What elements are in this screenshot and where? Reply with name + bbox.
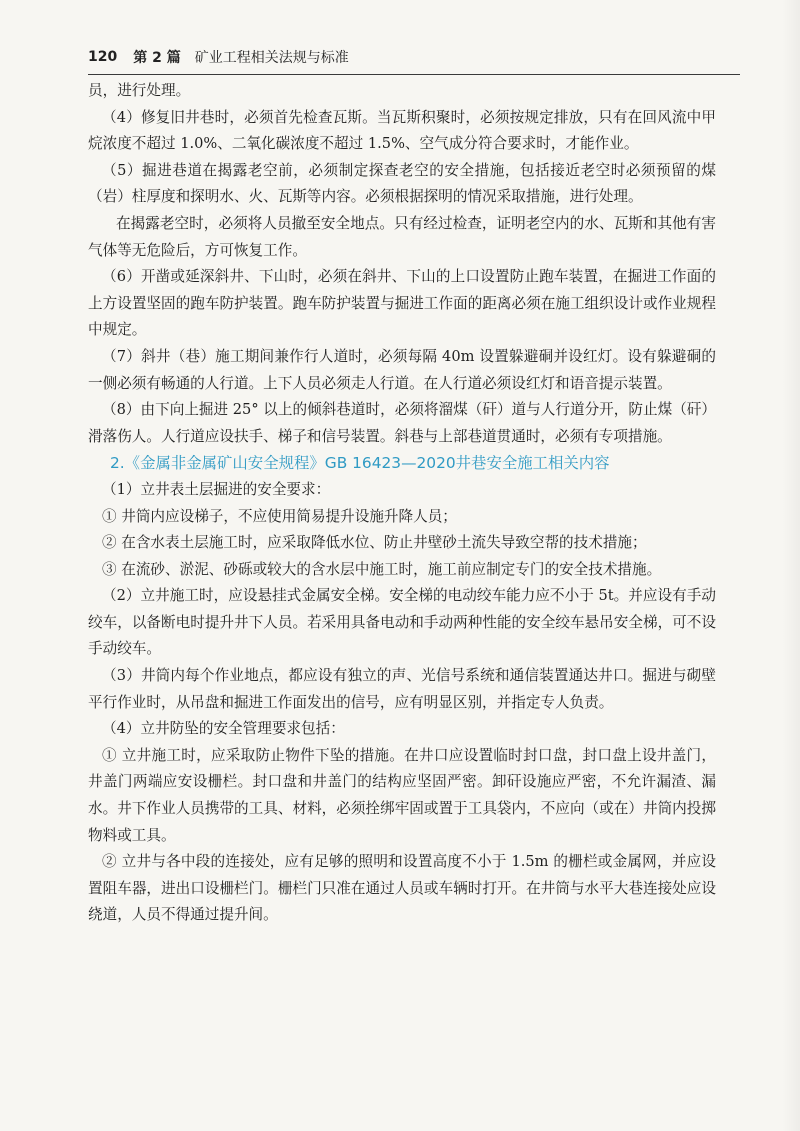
paragraph: （6）开凿或延深斜井、下山时，必须在斜井、下山的上口设置防止跑车装置，在掘进工作面的上方设置坚固的跑车防护装置。跑车防护装置与掘进工作面的距离必须在施工组织设计或作业规程中规定。 bbox=[88, 268, 716, 339]
paragraph: （7）斜井（巷）施工期间兼作行人道时，必须每隔 40m 设置躲避硐并设红灯。设有躲避硐的一侧必须有畅通的人行道。上下人员必须走人行道。在人行道必须设红灯和语音提示装置。 bbox=[88, 347, 716, 392]
page-body bbox=[88, 78, 716, 929]
list-item: ② 在含水表土层施工时，应采取降低水位、防止井壁砂土流失导致空帮的技术措施； bbox=[102, 534, 647, 552]
header-divider bbox=[88, 74, 740, 75]
paragraph: （8）由下向上掘进 25° 以上的倾斜巷道时，必须将溜煤（矸）道与人行道分开，防止煤（矸）滑落伤人。人行道应设扶手、梯子和信号装置。斜巷与上部巷道贯通时，必须有专项措施。 bbox=[88, 401, 716, 445]
paragraph: （5）掘进巷道在揭露老空前，必须制定探查老空的安全措施，包括接近老空时必须预留的煤（岩）柱厚度和探明水、火、瓦斯等内容。必须根据探明的情况采取措施，进行处理。 bbox=[88, 161, 716, 206]
list-item: ③ 在流砂、淤泥、砂砾或较大的含水层中施工时，施工前应制定专门的安全技术措施。 bbox=[102, 560, 662, 578]
paragraph: （1）立井表土层掘进的安全要求： bbox=[102, 480, 331, 498]
section-heading: 2.《金属非金属矿山安全规程》GB 16423—2020井巷安全施工相关内容 bbox=[110, 454, 610, 473]
paragraph: （3）井筒内每个作业地点，都应设有独立的声、光信号系统和通信装置通达井口。掘进与砌壁平行作业时，从吊盘和掘进工作面发出的信号，应有明显区别，并指定专人负责。 bbox=[88, 667, 716, 711]
paragraph: （4）立井防坠的安全管理要求包括： bbox=[102, 720, 345, 738]
paragraph: 员，进行处理。 bbox=[88, 82, 191, 99]
page-header bbox=[88, 44, 740, 70]
list-item: ② 立井与各中段的连接处，应有足够的照明和设置高度不小于 1.5m 的栅栏或金属网，并应设置阻车器，进出口设栅栏门。栅栏门只准在通过人员或车辆时打开。在井筒与水平大巷连接处应设绕道，人员不得通过提升间。 bbox=[88, 853, 716, 924]
part-label: 第 2 篇 bbox=[133, 50, 181, 66]
paragraph: （2）立井施工时，应设悬挂式金属安全梯。安全梯的电动绞车能力应不小于 5t。并应设有手动绞车，以备断电时提升井下人员。若采用具备电动和手动两种性能的安全绞车悬吊安全梯，可不设手动绞车。 bbox=[88, 587, 716, 658]
part-title: 矿业工程相关法规与标准 bbox=[194, 50, 349, 66]
paragraph: （4）修复旧井巷时，必须首先检查瓦斯。当瓦斯积聚时，必须按规定排放，只有在回风流中甲烷浓度不超过 1.0%、二氧化碳浓度不超过 1.5%、空气成分符合要求时，才能作业。 bbox=[88, 108, 716, 153]
page-edge-shadow bbox=[782, 0, 800, 1131]
list-item: ① 井筒内应设梯子，不应使用简易提升设施升降人员； bbox=[102, 507, 457, 525]
list-item: ① 立井施工时，应采取防止物件下坠的措施。在井口应设置临时封口盘，封口盘上设井盖门，井盖门两端应安设栅栏。封口盘和井盖门的结构应坚固严密。卸矸设施应严密，不允许漏渣、漏水。井下作业人员携带的工具、材料，必须拴绑牢固或置于工具袋内，不应向（或在）井筒内投掷物料或工具。 bbox=[88, 746, 716, 844]
page-number: 120 bbox=[88, 49, 118, 65]
paragraph: 在揭露老空时，必须将人员撤至安全地点。只有经过检查，证明老空内的水、瓦斯和其他有害气体等无危险后，方可恢复工作。 bbox=[88, 214, 716, 259]
